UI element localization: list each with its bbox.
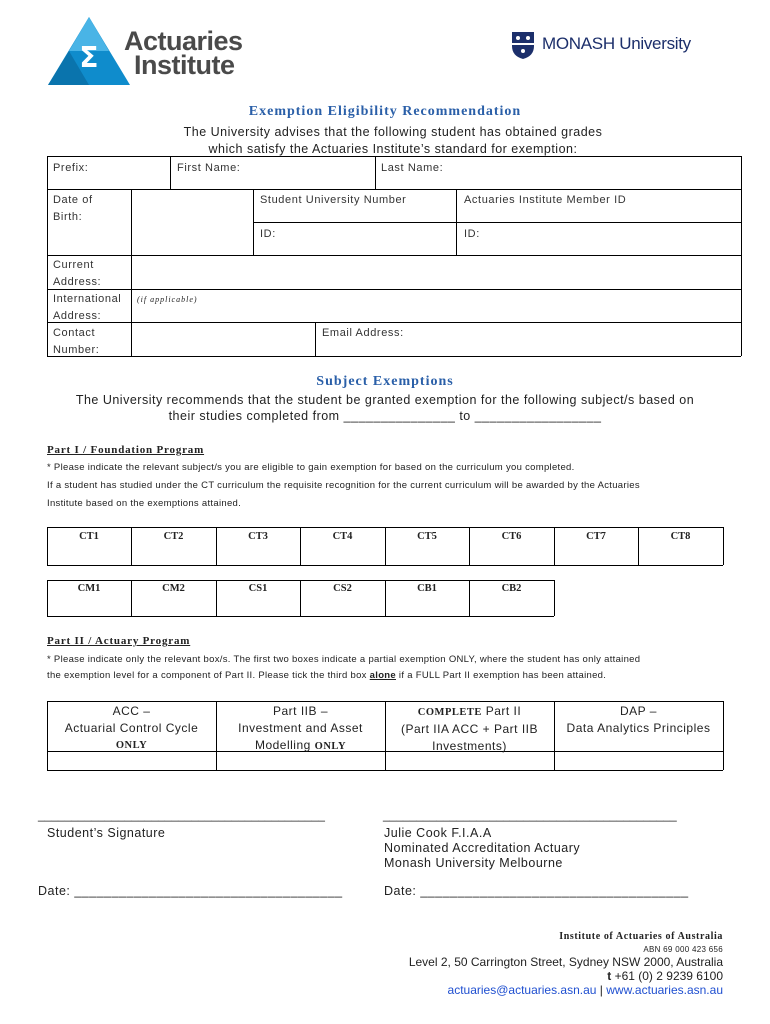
email-field[interactable] <box>410 323 740 355</box>
part1-note-1: * Please indicate the relevant subject/s you are eligible to gain exemption for based on the curriculum you completed. <box>47 462 575 473</box>
part2-note-1: * Please indicate only the relevant box/s. The first two boxes indicate a partial exemption ONLY, where the student has only attained <box>47 654 641 665</box>
student-id-field[interactable] <box>254 223 455 254</box>
monash-crest-icon <box>510 30 536 60</box>
part2b-header <box>216 703 385 755</box>
footer-phone <box>607 969 723 983</box>
actuary-org: Monash University Melbourne <box>384 856 563 870</box>
logo-text-1: Actuaries <box>124 26 243 56</box>
part2-heading: Part II / Actuary Program <box>47 635 191 647</box>
acc-line-1: ACC – <box>112 704 151 718</box>
complete-part2: Part II <box>481 704 522 718</box>
part2-note-2-alone: alone <box>369 670 396 681</box>
part2b-line-1: Part IIB – <box>272 704 329 718</box>
part2b-line-2: Investment and Asset <box>238 721 363 735</box>
acc-line-2: Actuarial Control Cycle <box>64 721 199 735</box>
dap-line-1: DAP – <box>620 704 657 718</box>
monash-logo <box>510 30 710 62</box>
cb2-checkbox[interactable]: CB2 <box>501 583 522 594</box>
part2b-line-3: Modelling <box>254 738 315 752</box>
ct1-checkbox[interactable]: CT1 <box>79 531 99 542</box>
actuaries-institute-logo <box>46 15 266 90</box>
contact-label-1: Contact <box>53 327 96 339</box>
dap-checkbox[interactable] <box>555 752 722 769</box>
cs2-checkbox[interactable]: CS2 <box>333 583 352 594</box>
prefix-field[interactable] <box>131 157 169 188</box>
monash-text: MONASH University <box>542 34 691 53</box>
student-signature-line[interactable]: ___________________________________________ <box>38 808 325 822</box>
student-number-label: Student University Number <box>260 194 407 206</box>
subject-intro-1: The University recommends that the student be granted exemption for the following subject/s based on <box>75 393 695 407</box>
complete-header <box>385 703 554 755</box>
actuary-name: Julie Cook F.I.A.A <box>384 826 492 840</box>
dob-label-2: Birth: <box>53 211 83 223</box>
ct5-checkbox[interactable]: CT5 <box>417 531 437 542</box>
intro-line-1: The University advises that the following student has obtained grades <box>183 125 603 139</box>
actuary-date[interactable]: Date: ____________________________________ <box>384 884 689 898</box>
if-applicable-note: (if applicable) <box>137 295 198 304</box>
complete-line-3: Investments) <box>432 739 507 753</box>
prefix-label: Prefix: <box>53 162 89 174</box>
member-id-field[interactable] <box>457 223 740 254</box>
intro-line-2: which satisfy the Actuaries Institute’s standard for exemption: <box>208 142 578 156</box>
footer-web-link[interactable]: www.actuaries.asn.au <box>606 983 723 997</box>
contact-label-2: Number: <box>53 344 100 356</box>
part1-note-3: Institute based on the exemptions attained. <box>47 498 242 509</box>
first-name-field[interactable] <box>171 157 374 188</box>
part2-note-2a: the exemption level for a component of Part II. Please tick the third box <box>47 670 370 681</box>
part1-heading: Part I / Foundation Program <box>47 444 205 456</box>
footer-address: Level 2, 50 Carrington Street, Sydney NSW 2000, Australia <box>408 955 723 969</box>
last-name-field[interactable] <box>376 157 740 188</box>
acc-header <box>47 703 216 754</box>
footer-org: Institute of Actuaries of Australia <box>559 931 723 942</box>
student-date[interactable]: Date: ____________________________________ <box>38 884 343 898</box>
ct8-checkbox[interactable]: CT8 <box>670 531 691 542</box>
cm1-checkbox[interactable]: CM1 <box>77 583 101 594</box>
current-address-field[interactable] <box>132 256 740 288</box>
current-address-label-1: Current <box>53 259 94 271</box>
cb1-checkbox[interactable]: CB1 <box>417 583 437 594</box>
dob-field[interactable] <box>132 190 252 254</box>
current-address-label-2: Address: <box>53 276 102 288</box>
ct4-checkbox[interactable]: CT4 <box>332 531 353 542</box>
logo-text-2: Institute <box>134 50 235 80</box>
last-name-label: Last Name: <box>381 162 444 174</box>
logo-symbol: Σ <box>79 41 99 74</box>
footer-phone-number: +61 (0) 2 9239 6100 <box>611 969 723 983</box>
part2b-only: ONLY <box>314 741 347 752</box>
complete-line-2: (Part IIA ACC + Part IIB <box>400 722 539 736</box>
subject-title: Subject Exemptions <box>316 374 454 389</box>
student-signature-label: Student’s Signature <box>47 826 166 840</box>
contact-field[interactable] <box>132 323 314 355</box>
complete-checkbox[interactable] <box>386 752 553 769</box>
footer-abn: ABN 69 000 423 656 <box>643 945 723 954</box>
part2-note-2 <box>47 667 606 685</box>
ct2-checkbox[interactable]: CT2 <box>163 531 184 542</box>
ct6-checkbox[interactable]: CT6 <box>501 531 522 542</box>
dap-header <box>554 703 723 737</box>
ct7-checkbox[interactable]: CT7 <box>586 531 606 542</box>
cs1-checkbox[interactable]: CS1 <box>248 583 268 594</box>
part2b-checkbox[interactable] <box>217 752 384 769</box>
ct3-checkbox[interactable]: CT3 <box>248 531 268 542</box>
footer-links <box>448 983 723 997</box>
footer-email-link[interactable]: actuaries@actuaries.asn.au <box>447 983 597 997</box>
acc-checkbox[interactable] <box>48 752 215 769</box>
intl-address-field[interactable] <box>132 290 740 321</box>
actuary-signature-line[interactable]: ____________________________________________ <box>383 808 677 822</box>
member-id-id-label: ID: <box>464 228 480 240</box>
part2-note-2c: if a FULL Part II exemption has been attained. <box>395 670 607 681</box>
cm2-checkbox[interactable]: CM2 <box>162 583 185 594</box>
intl-address-label-2: Address: <box>53 310 102 322</box>
part1-note-2: If a student has studied under the CT curriculum the requisite recognition for the current curriculum will be awarded by the Actuaries <box>47 480 640 491</box>
intl-address-label-1: International <box>53 293 122 305</box>
email-label: Email Address: <box>322 327 404 339</box>
subject-intro-2: their studies completed from _______________ to _________________ <box>168 409 602 423</box>
footer-phone-prefix: t <box>607 969 612 983</box>
first-name-label: First Name: <box>177 162 241 174</box>
complete-word: COMPLETE <box>417 707 482 718</box>
form-title: Exemption Eligibility Recommendation <box>248 104 522 119</box>
dap-line-2: Data Analytics Principles <box>566 721 711 735</box>
actuary-role: Nominated Accreditation Actuary <box>384 841 581 855</box>
dob-label-1: Date of <box>53 194 93 206</box>
footer-separator: | <box>596 983 607 997</box>
student-id-label: ID: <box>260 228 276 240</box>
member-id-label: Actuaries Institute Member ID <box>464 194 627 206</box>
acc-only: ONLY <box>115 740 148 751</box>
